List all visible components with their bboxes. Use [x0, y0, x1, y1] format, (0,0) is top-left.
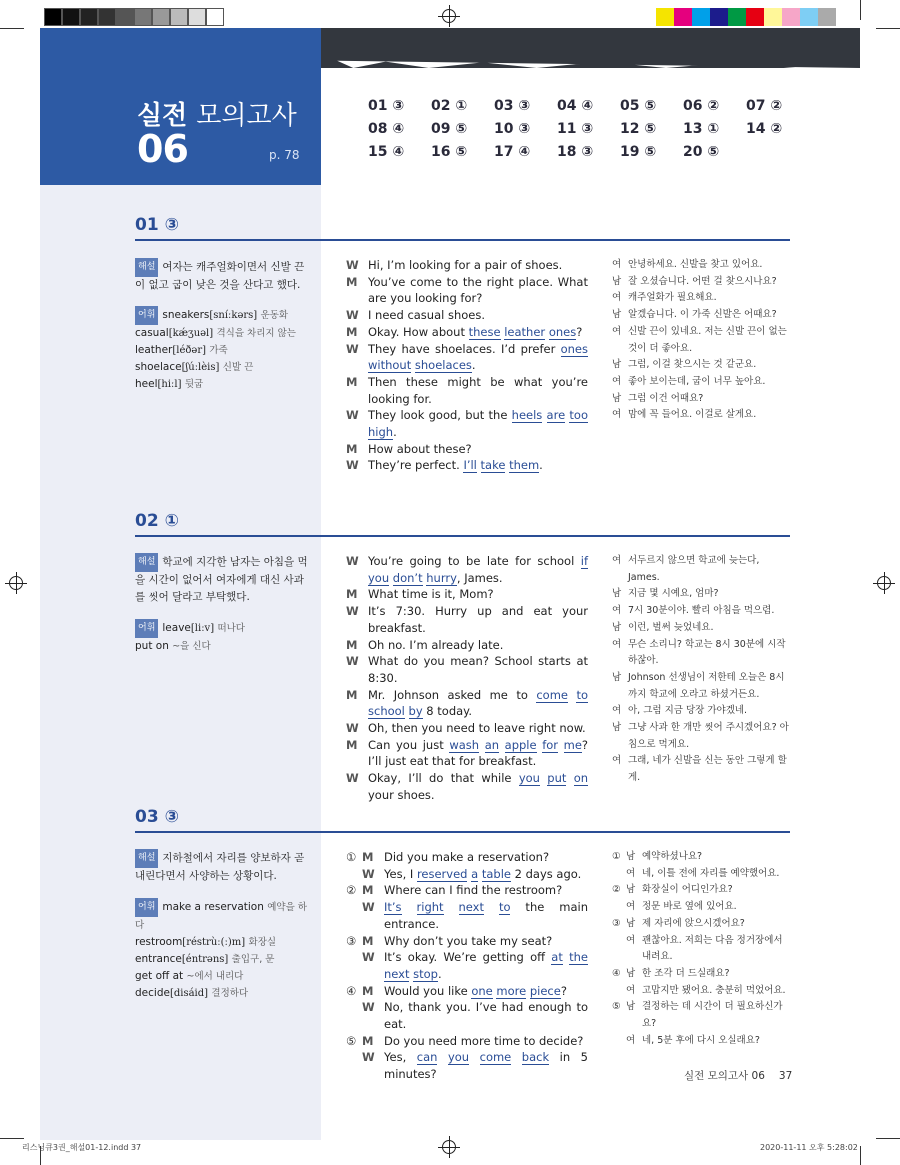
answer-item: 18 ③ — [557, 144, 594, 160]
vocab-tag: 어휘 — [135, 306, 158, 325]
dialogue-line: W No, thank you. I’ve had enough to eat. — [362, 1000, 588, 1032]
page-reference: p. 78 — [269, 148, 300, 162]
answer-item: 03 ③ — [494, 98, 531, 114]
answer-item: 06 ② — [683, 98, 720, 114]
page-footer — [684, 1068, 792, 1083]
dialogue-line: M Mr. Johnson asked me to come to school by 8 today. — [346, 687, 589, 719]
translation-line: 여 아, 그럼 지금 당장 가야겠네. — [612, 705, 748, 717]
explanation-03: 해설 지하철에서 자리를 양보하자 곧 내린다면서 사양하는 상황이다. — [135, 849, 310, 885]
explanation-02: 해설 학교에 지각한 남자는 아침을 먹을 시간이 없어서 여자에게 대신 사과를 씻어 달라고 부탁했다. — [135, 553, 310, 606]
dialogue-line: M Can you just wash an apple for me? I’ll just eat that for breakfast. — [346, 737, 589, 769]
question-02-title: 02 ① — [135, 511, 179, 531]
translation-line: 여 그래, 네가 신발을 신는 동안 그렇게 할게. — [612, 755, 787, 784]
explanation-tag: 해설 — [135, 553, 158, 572]
dialogue-line: M Okay. How about these leather ones? — [346, 324, 583, 339]
explanation-tag: 해설 — [135, 258, 158, 277]
translation-line: 여 캐주얼화가 필요해요. — [612, 292, 717, 304]
translation-line: 남 잘 오셨습니다. 어떤 걸 찾으시나요? — [612, 275, 777, 287]
translation-line: 여 서두르지 않으면 학교에 늦는다, James. — [612, 555, 760, 583]
translation-line: 여 네, 5분 후에 다시 오실래요? — [626, 1034, 760, 1046]
translation-line: 남 지금 몇 시예요, 엄마? — [612, 588, 719, 600]
vocab-item: get off at ~에서 내리다 — [135, 970, 244, 982]
vocab-item: restroom[réstrùː(ː)m] 화장실 — [135, 936, 277, 948]
grayscale-registration-bar — [44, 8, 224, 26]
dialogue-line: W Oh, then you need to leave right now. — [346, 721, 586, 736]
dialogue-line: W I need casual shoes. — [346, 308, 486, 323]
vocab-item: 어휘 leave[liːv] 떠나다 — [135, 619, 315, 638]
translation-line: 남 그냥 사과 한 개만 씻어 주시겠어요? 아침으로 먹게요. — [612, 722, 789, 750]
vocab-item: casual[kǽʒuəl] 격식을 차리지 않는 — [135, 327, 296, 339]
question-01-title: 01 ③ — [135, 215, 179, 235]
answer-item: 15 ④ — [368, 144, 405, 160]
dialogue-line: W Okay, I’ll do that while you put on your shoes. — [346, 771, 589, 802]
vocab-item: 어휘 sneakers[sníːkərs] 운동화 — [135, 306, 315, 325]
dialogue-line: W It’s okay. We’re getting off at the next stop. — [362, 950, 588, 981]
crop-mark — [876, 28, 900, 29]
translation-line: 여 안녕하세요. 신발을 찾고 있어요. — [612, 259, 763, 270]
vocab-tag: 어휘 — [135, 619, 158, 638]
translation-line: ② 남 화장실이 어디인가요? — [612, 884, 733, 896]
dialogue-line: W They look good, but the heels are too high. — [346, 408, 588, 440]
crop-mark — [860, 1146, 861, 1165]
answer-item: 17 ④ — [494, 144, 531, 160]
dialogue-line: W They’re perfect. I’ll take them. — [346, 458, 543, 473]
dialogue-line: M Then these might be what you’re looking for. — [346, 374, 588, 406]
answer-row — [368, 121, 809, 144]
translation-line: 여 맘에 꼭 들어요. 이걸로 살게요. — [612, 409, 757, 421]
vocab-item: heel[hiːl] 뒷굽 — [135, 378, 204, 390]
vocabulary-02 — [135, 619, 315, 655]
print-date-info: 2020-11-11 오후 5:28:02 — [760, 1143, 858, 1152]
translation-line: 남 Johnson 선생님이 저한테 오늘은 8시까지 학교에 오라고 하셨거든요. — [612, 671, 785, 700]
dialogue-line: W Yes, I reserved a table 2 days ago. — [362, 866, 582, 881]
translation-line: 여 무슨 소리니? 학교는 8시 30분에 시작하잖아. — [612, 638, 786, 667]
answer-item: 07 ② — [746, 98, 783, 114]
vocabulary-01 — [135, 306, 315, 393]
dialogue-line: ① M Did you make a reservation? — [346, 850, 550, 864]
vocab-item: decide[disáid] 결정하다 — [135, 987, 249, 999]
explanation-01: 해설 여자는 캐주얼화이면서 신발 끈이 없고 굽이 낮은 것을 산다고 했다. — [135, 258, 310, 294]
vocab-item: put on ~을 신다 — [135, 640, 211, 652]
vocabulary-03 — [135, 898, 315, 1002]
translation-02 — [612, 553, 790, 787]
answer-item: 02 ① — [431, 98, 468, 114]
dialogue-02 — [346, 553, 588, 804]
translation-01 — [612, 257, 790, 424]
answer-item: 19 ⑤ — [620, 144, 657, 160]
answer-row — [368, 98, 809, 121]
dialogue-line: W You’re going to be late for school if you don’t hurry, James. — [346, 554, 588, 585]
translation-line: ④ 남 한 조각 더 드실래요? — [612, 967, 730, 979]
answer-item: 10 ③ — [494, 121, 531, 137]
answer-item: 01 ③ — [368, 98, 405, 114]
translation-line: 여 7시 30분이야. 빨리 아침을 먹으렴. — [612, 605, 775, 617]
translation-line: ③ 남 제 자리에 앉으시겠어요? — [612, 917, 745, 929]
registration-mark-right-icon — [877, 576, 891, 590]
dialogue-line: ③ M Why don’t you take my seat? — [346, 933, 553, 948]
answer-item: 08 ④ — [368, 121, 405, 137]
dialogue-01 — [346, 257, 588, 474]
dialogue-line: W They have shoelaces. I’d prefer ones without shoelaces. — [346, 341, 588, 373]
dialogue-line: ④ M Would you like one more piece? — [346, 983, 567, 998]
question-03-title: 03 ③ — [135, 807, 179, 827]
crop-mark — [0, 1138, 24, 1139]
vocab-item: leather[léðər] 가죽 — [135, 344, 228, 356]
section-divider — [135, 535, 790, 537]
answer-item: 13 ① — [683, 121, 720, 137]
translation-line: 남 그럼, 이걸 찾으시는 것 같군요. — [612, 359, 757, 371]
header-bar — [321, 28, 860, 68]
crop-mark — [876, 1138, 900, 1139]
section-divider — [135, 831, 790, 833]
dialogue-line: W What do you mean? School starts at 8:30. — [346, 654, 588, 685]
answer-item: 11 ③ — [557, 121, 594, 137]
answer-row — [368, 144, 809, 167]
dialogue-line: W Hi, I’m looking for a pair of shoes. — [346, 258, 563, 272]
translation-line: 남 알겠습니다. 이 가죽 신발은 어때요? — [612, 309, 777, 321]
dialogue-03 — [346, 849, 588, 1083]
dialogue-line: W It’s right next to the main entrance. — [362, 900, 588, 931]
answer-item: 16 ⑤ — [431, 144, 468, 160]
section-divider — [135, 239, 790, 241]
dialogue-line: ⑤ M Do you need more time to decide? — [346, 1033, 584, 1048]
answer-key — [368, 98, 809, 167]
translation-line: 여 고맙지만 됐어요. 충분히 먹었어요. — [626, 984, 786, 996]
translation-line: 여 네, 이틀 전에 자리를 예약했어요. — [626, 867, 780, 879]
crop-mark — [0, 28, 24, 29]
registration-mark-left-icon — [9, 576, 23, 590]
translation-line: 여 괜찮아요. 저희는 다음 정거장에서 내려요. — [626, 934, 783, 963]
registration-mark-top-icon — [442, 9, 456, 23]
dialogue-line: M You’ve come to the right place. What are you looking for? — [346, 274, 588, 306]
page-title: 실전 모의고사 — [137, 101, 297, 131]
translation-line: 남 이런, 벌써 늦었네요. — [612, 621, 714, 633]
color-registration-bar — [656, 8, 836, 26]
crop-mark — [860, 0, 861, 20]
translation-03 — [612, 849, 790, 1049]
vocab-item: 어휘 make a reservation 예약을 하다 — [135, 898, 315, 934]
vocab-item: shoelace[ʃúːlèis] 신발 끈 — [135, 361, 254, 373]
translation-line: 남 그럼 이건 어때요? — [612, 392, 704, 404]
translation-line: 여 신발 끈이 있네요. 저는 신발 끈이 없는 것이 더 좋아요. — [612, 325, 787, 354]
dialogue-line: W Yes, can you come back in 5 minutes? — [362, 1050, 588, 1082]
dialogue-line: ② M Where can I find the restroom? — [346, 883, 563, 898]
answer-item: 12 ⑤ — [620, 121, 657, 137]
test-number: 06 — [137, 127, 188, 171]
translation-line: ⑤ 남 결정하는 데 시간이 더 필요하신가요? — [612, 1001, 783, 1030]
translation-line: 여 좋아 보이는데, 굽이 너무 높아요. — [612, 375, 766, 387]
dialogue-line: M How about these? — [346, 441, 472, 456]
dialogue-line: M Oh no. I’m already late. — [346, 637, 504, 652]
print-file-info: 리스닝큐3권_해설01-12.indd 37 — [22, 1143, 142, 1152]
explanation-tag: 해설 — [135, 849, 158, 868]
answer-item: 05 ⑤ — [620, 98, 657, 114]
vocab-tag: 어휘 — [135, 898, 158, 917]
translation-line: ① 남 예약하셨나요? — [612, 851, 703, 862]
page-number: 37 — [778, 1070, 793, 1082]
registration-mark-bottom-icon — [442, 1140, 456, 1154]
answer-item: 09 ⑤ — [431, 121, 468, 137]
answer-item: 20 ⑤ — [683, 144, 720, 160]
title-block — [40, 28, 321, 185]
dialogue-line: W It’s 7:30. Hurry up and eat your breakfast. — [346, 604, 588, 635]
answer-item: 04 ④ — [557, 98, 594, 114]
vocab-item: entrance[éntrəns] 출입구, 문 — [135, 953, 275, 965]
translation-line: 여 정문 바로 옆에 있어요. — [626, 901, 737, 913]
answer-item: 14 ② — [746, 121, 783, 137]
running-title: 실전 모의고사 06 — [684, 1070, 765, 1082]
dialogue-line: M What time is it, Mom? — [346, 587, 494, 602]
